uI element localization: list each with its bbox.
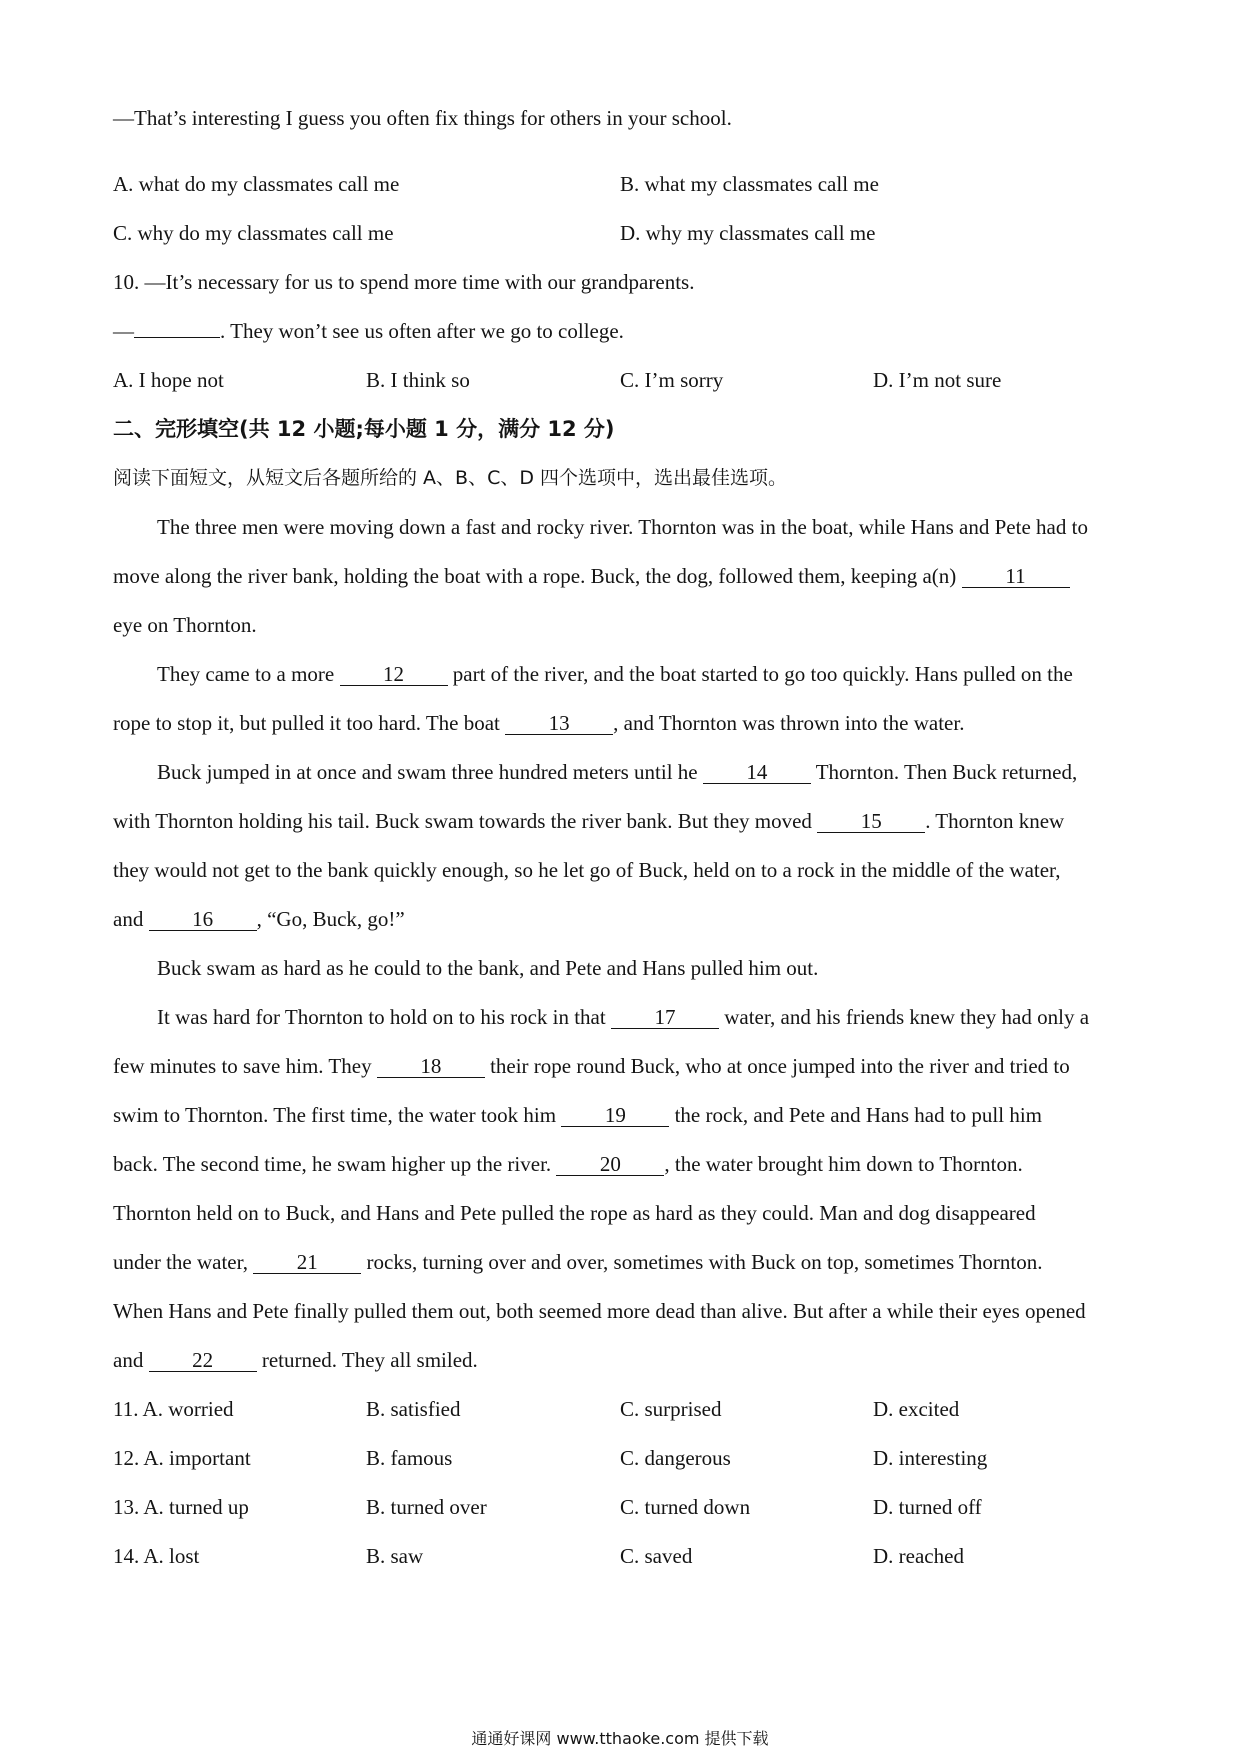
passage-text: rope to stop it, but pulled it too hard. The boat <box>113 711 506 735</box>
q10-option-b: B. I think so <box>366 368 470 392</box>
q14-option-a: 14. A. lost <box>113 1544 200 1568</box>
q10-question: 10. —It’s necessary for us to spend more time with our grandparents. <box>113 270 695 294</box>
blank-18: 18 <box>377 1055 485 1078</box>
passage-line <box>113 1102 1042 1128</box>
page-footer: 通通好课网 www.tthaoke.com 提供下载 <box>471 1729 769 1748</box>
passage-text: their rope round Buck, who at once jumped into the river and tried to <box>484 1054 1070 1078</box>
blank-15: 15 <box>817 810 925 833</box>
q9-option-b: B. what my classmates call me <box>620 172 879 196</box>
passage-line <box>113 1151 1023 1177</box>
passage-text: back. The second time, he swam higher up the river. <box>113 1152 557 1176</box>
q11-option-a: 11. A. worried <box>113 1397 234 1421</box>
q11-option-d: D. excited <box>873 1397 960 1421</box>
passage-text: Buck jumped in at once and swam three hundred meters until he <box>157 760 703 784</box>
section-instruction: 阅读下面短文，从短文后各题所给的 A、B、C、D 四个选项中，选出最佳选项。 <box>113 467 788 489</box>
passage-text: returned. They all smiled. <box>256 1348 478 1372</box>
passage-line: The three men were moving down a fast and rocky river. Thornton was in the boat, while Hans and Pete had to <box>157 515 1088 539</box>
passage-text: . Thornton knew <box>925 809 1065 833</box>
q14-option-b: B. saw <box>366 1544 424 1568</box>
q13-option-d: D. turned off <box>873 1495 982 1519</box>
passage-line <box>113 808 1064 834</box>
q10-reply-rest: . They won’t see us often after we go to college. <box>220 319 624 343</box>
passage-text: rocks, turning over and over, sometimes with Buck on top, sometimes Thornton. <box>361 1250 1043 1274</box>
passage-line <box>113 563 1070 589</box>
passage-line <box>113 906 405 932</box>
blank-14: 14 <box>703 761 811 784</box>
passage-line <box>157 759 1077 785</box>
passage-text: , the water brought him down to Thornton. <box>664 1152 1023 1176</box>
passage-text: and <box>113 1348 149 1372</box>
blank-17: 17 <box>611 1006 719 1029</box>
passage-text: and <box>113 907 149 931</box>
q12-option-b: B. famous <box>366 1446 453 1470</box>
q13-option-b: B. turned over <box>366 1495 487 1519</box>
q12-option-a: 12. A. important <box>113 1446 251 1470</box>
q9-reply: —That’s interesting I guess you often fix things for others in your school. <box>113 106 732 130</box>
blank-12: 12 <box>340 663 448 686</box>
q12-option-c: C. dangerous <box>620 1446 731 1470</box>
q10-option-d: D. I’m not sure <box>873 368 1002 392</box>
passage-line: eye on Thornton. <box>113 613 257 637</box>
q13-option-c: C. turned down <box>620 1495 751 1519</box>
passage-text: , and Thornton was thrown into the water. <box>613 711 965 735</box>
q12-option-d: D. interesting <box>873 1446 988 1470</box>
q13-option-a: 13. A. turned up <box>113 1495 249 1519</box>
blank-11: 11 <box>962 565 1070 588</box>
q10-option-a: A. I hope not <box>113 368 224 392</box>
blank-13: 13 <box>505 712 613 735</box>
blank-19: 19 <box>561 1104 669 1127</box>
q10-answer-blank <box>134 337 220 338</box>
passage-text: It was hard for Thornton to hold on to his rock in that <box>157 1005 611 1029</box>
blank-21: 21 <box>253 1251 361 1274</box>
q9-option-c: C. why do my classmates call me <box>113 221 394 245</box>
passage-text: Thornton. Then Buck returned, <box>810 760 1078 784</box>
passage-line: they would not get to the bank quickly enough, so he let go of Buck, held on to a rock in the middle of the water, <box>113 858 1061 882</box>
q10-reply <box>113 318 624 344</box>
passage-line <box>113 710 964 736</box>
blank-16: 16 <box>149 908 257 931</box>
passage-text: swim to Thornton. The first time, the water took him <box>113 1103 562 1127</box>
section-heading: 二、完形填空(共 12 小题;每小题 1 分，满分 12 分) <box>113 417 615 441</box>
q9-option-a: A. what do my classmates call me <box>113 172 400 196</box>
passage-text: the rock, and Pete and Hans had to pull him <box>669 1103 1043 1127</box>
passage-text: They came to a more <box>157 662 340 686</box>
passage-text: part of the river, and the boat started to go too quickly. Hans pulled on the <box>447 662 1073 686</box>
passage-line: Buck swam as hard as he could to the bank, and Pete and Hans pulled him out. <box>157 956 819 980</box>
passage-text: , “Go, Buck, go!” <box>256 907 405 931</box>
passage-line: Thornton held on to Buck, and Hans and Pete pulled the rope as hard as they could. Man and dog disappeared <box>113 1201 1036 1225</box>
q14-option-d: D. reached <box>873 1544 964 1568</box>
passage-text: under the water, <box>113 1250 254 1274</box>
passage-text: few minutes to save him. They <box>113 1054 377 1078</box>
q11-option-c: C. surprised <box>620 1397 722 1421</box>
q10-option-c: C. I’m sorry <box>620 368 724 392</box>
passage-line <box>113 1347 478 1373</box>
passage-line <box>113 1249 1042 1275</box>
q14-option-c: C. saved <box>620 1544 693 1568</box>
passage-line <box>113 1053 1070 1079</box>
passage-line <box>157 1004 1089 1030</box>
q11-option-b: B. satisfied <box>366 1397 461 1421</box>
q9-option-d: D. why my classmates call me <box>620 221 876 245</box>
blank-20: 20 <box>556 1153 664 1176</box>
passage-text: move along the river bank, holding the boat with a rope. Buck, the dog, followed them, keeping a(n) <box>113 564 962 588</box>
passage-text: water, and his friends knew they had only a <box>718 1005 1090 1029</box>
q10-reply-prefix: — <box>113 319 134 343</box>
passage-line <box>157 661 1073 687</box>
passage-text: with Thornton holding his tail. Buck swam towards the river bank. But they moved <box>113 809 818 833</box>
passage-line: When Hans and Pete finally pulled them out, both seemed more dead than alive. But after a while their eyes opened <box>113 1299 1086 1323</box>
blank-22: 22 <box>149 1349 257 1372</box>
